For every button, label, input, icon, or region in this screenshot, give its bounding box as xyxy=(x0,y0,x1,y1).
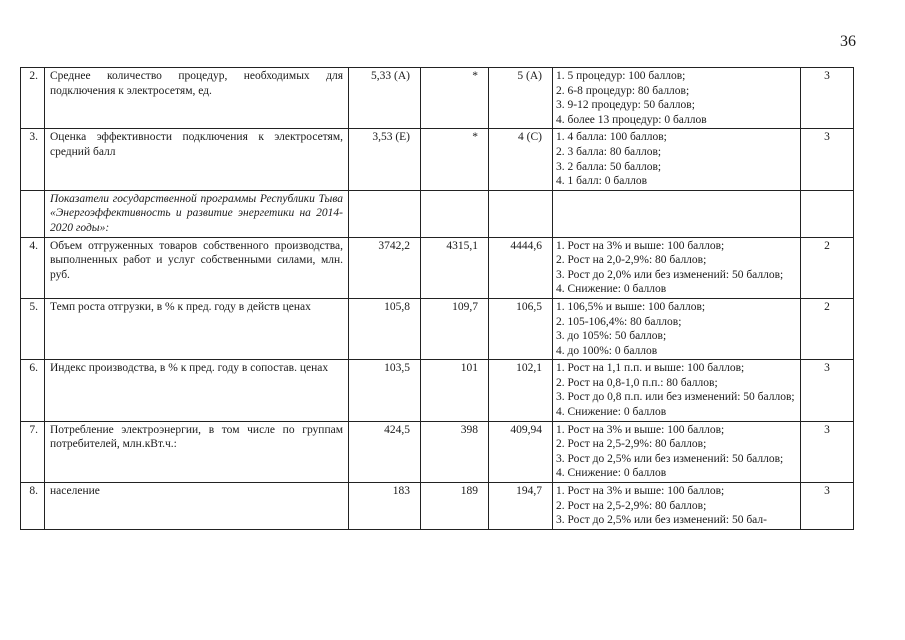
criteria-line: 3. Рост до 0,8 п.п. или без изменений: 50 баллов; xyxy=(556,391,795,404)
criteria-line: 4. Снижение: 0 баллов xyxy=(556,283,667,296)
row-number: 6. xyxy=(21,360,45,421)
weight-cell xyxy=(801,190,854,237)
criteria-line: 4. до 100%: 0 баллов xyxy=(556,344,658,357)
criteria-cell xyxy=(553,190,801,237)
criteria-cell xyxy=(553,421,801,482)
value-2018: * xyxy=(421,68,489,129)
value-2017: 5,33 (А) xyxy=(349,68,421,129)
value-2018: 109,7 xyxy=(421,298,489,359)
value-cell-3 xyxy=(489,190,553,237)
value-2019: 106,5 xyxy=(489,298,553,359)
indicator-name: Темп роста отгрузки, в % к пред. году в действ ценах xyxy=(45,298,349,359)
indicator-name: Объем отгруженных товаров собственного производства, выполненных работ и услуг собственными силами, млн. руб. xyxy=(45,237,349,298)
value-2017: 105,8 xyxy=(349,298,421,359)
value-2017: 3,53 (Е) xyxy=(349,129,421,190)
value-2019: 4444,6 xyxy=(489,237,553,298)
weight-value: 2 xyxy=(801,298,854,359)
criteria-line: 2. Рост на 0,8-1,0 п.п.: 80 баллов; xyxy=(556,376,718,389)
value-2019: 102,1 xyxy=(489,360,553,421)
criteria-cell xyxy=(553,298,801,359)
criteria-line: 3. до 105%: 50 баллов; xyxy=(556,330,667,343)
row-number: 2. xyxy=(21,68,45,129)
criteria-cell xyxy=(553,68,801,129)
criteria-line: 1. Рост на 3% и выше: 100 баллов; xyxy=(556,423,725,436)
table-body xyxy=(21,68,854,530)
value-2019: 194,7 xyxy=(489,483,553,530)
row-number-cell xyxy=(21,190,45,237)
table-row xyxy=(21,190,854,237)
value-2018: 4315,1 xyxy=(421,237,489,298)
value-2017: 424,5 xyxy=(349,421,421,482)
row-number: 4. xyxy=(21,237,45,298)
criteria-line: 2. 3 балла: 80 баллов; xyxy=(556,145,662,158)
value-2018: * xyxy=(421,129,489,190)
criteria-line: 2. Рост на 2,0-2,9%: 80 баллов; xyxy=(556,254,707,267)
indicator-name: Среднее количество процедур, необходимых для подключения к электросетям, ед. xyxy=(45,68,349,129)
value-2017: 183 xyxy=(349,483,421,530)
table-row xyxy=(21,298,854,359)
criteria-cell xyxy=(553,237,801,298)
criteria-line: 2. 105-106,4%: 80 баллов; xyxy=(556,315,682,328)
criteria-line: 3. Рост до 2,5% или без изменений: 50 баллов; xyxy=(556,452,784,465)
value-2019: 5 (А) xyxy=(489,68,553,129)
row-number: 7. xyxy=(21,421,45,482)
criteria-line: 1. 4 балла: 100 баллов; xyxy=(556,131,667,144)
row-number: 8. xyxy=(21,483,45,530)
criteria-line: 2. Рост на 2,5-2,9%: 80 баллов; xyxy=(556,499,707,512)
value-2018: 101 xyxy=(421,360,489,421)
criteria-line: 1. Рост на 3% и выше: 100 баллов; xyxy=(556,239,725,252)
value-2018: 398 xyxy=(421,421,489,482)
criteria-line: 1. Рост на 3% и выше: 100 баллов; xyxy=(556,485,725,498)
value-2019: 4 (С) xyxy=(489,129,553,190)
criteria-line: 1. Рост на 1,1 п.п. и выше: 100 баллов; xyxy=(556,362,745,375)
weight-value: 2 xyxy=(801,237,854,298)
row-number: 3. xyxy=(21,129,45,190)
criteria-line: 1. 106,5% и выше: 100 баллов; xyxy=(556,300,706,313)
weight-value: 3 xyxy=(801,129,854,190)
table-row xyxy=(21,421,854,482)
value-2017: 103,5 xyxy=(349,360,421,421)
weight-value: 3 xyxy=(801,68,854,129)
criteria-line: 3. Рост до 2,0% или без изменений: 50 баллов; xyxy=(556,268,784,281)
indicator-name: Индекс производства, в % к пред. году в сопостав. ценах xyxy=(45,360,349,421)
criteria-cell xyxy=(553,483,801,530)
indicators-table xyxy=(20,67,854,530)
criteria-line: 3. 2 балла: 50 баллов; xyxy=(556,160,662,173)
row-number: 5. xyxy=(21,298,45,359)
weight-value: 3 xyxy=(801,360,854,421)
weight-value: 3 xyxy=(801,483,854,530)
criteria-line: 1. 5 процедур: 100 баллов; xyxy=(556,70,686,82)
section-heading: Показатели государственной программы Республики Тыва «Энергоэффективность и развитие энергетики на 2014-2020 годы»: xyxy=(45,190,349,237)
table-row xyxy=(21,483,854,530)
value-cell-2 xyxy=(421,190,489,237)
criteria-line: 2. Рост на 2,5-2,9%: 80 баллов; xyxy=(556,438,707,451)
weight-value: 3 xyxy=(801,421,854,482)
criteria-line: 3. 9-12 процедур: 50 баллов; xyxy=(556,99,695,112)
page-number: 36 xyxy=(840,33,856,50)
value-2019: 409,94 xyxy=(489,421,553,482)
indicator-name: население xyxy=(45,483,349,530)
indicator-name: Оценка эффективности подключения к электросетям, средний балл xyxy=(45,129,349,190)
value-cell-1 xyxy=(349,190,421,237)
criteria-line: 4. 1 балл: 0 баллов xyxy=(556,175,648,188)
criteria-line: 4. Снижение: 0 баллов xyxy=(556,406,667,419)
value-2017: 3742,2 xyxy=(349,237,421,298)
criteria-cell xyxy=(553,360,801,421)
table-row xyxy=(21,360,854,421)
criteria-line: 2. 6-8 процедур: 80 баллов; xyxy=(556,84,690,97)
criteria-line: 3. Рост до 2,5% или без изменений: 50 бал- xyxy=(556,514,767,527)
table-row xyxy=(21,68,854,129)
criteria-line: 4. более 13 процедур: 0 баллов xyxy=(556,113,707,126)
value-2018: 189 xyxy=(421,483,489,530)
table-row xyxy=(21,129,854,190)
criteria-cell xyxy=(553,129,801,190)
criteria-line: 4. Снижение: 0 баллов xyxy=(556,467,667,480)
indicator-name: Потребление электроэнергии, в том числе по группам потребителей, млн.кВт.ч.: xyxy=(45,421,349,482)
table-row xyxy=(21,237,854,298)
